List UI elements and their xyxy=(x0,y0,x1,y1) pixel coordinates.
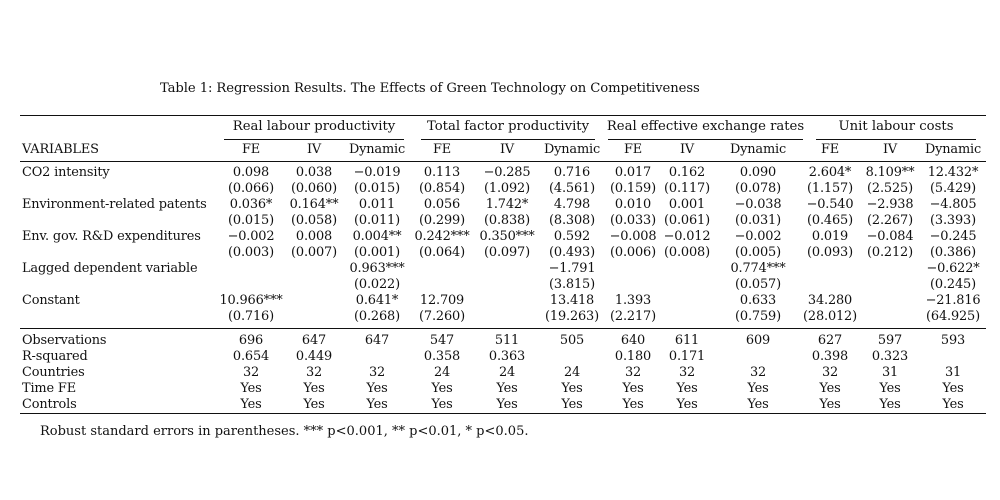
std-error: (0.006) xyxy=(610,245,656,260)
stat-value: Yes xyxy=(240,381,262,396)
coefficient: 12.432* xyxy=(927,165,979,180)
std-error: (0.003) xyxy=(228,245,274,260)
coefficient: 0.164** xyxy=(289,197,339,212)
coefficient: −0.012 xyxy=(663,229,711,244)
std-error: (0.386) xyxy=(930,245,976,260)
coefficient: 0.242*** xyxy=(414,229,470,244)
stat-value: 0.171 xyxy=(668,349,706,364)
coefficient: −2.938 xyxy=(866,197,914,212)
coefficient: 0.056 xyxy=(423,197,461,212)
stat-value: Yes xyxy=(747,381,769,396)
stat-value: 24 xyxy=(498,365,516,380)
std-error: (8.308) xyxy=(549,213,595,228)
stat-value: 31 xyxy=(944,365,962,380)
coefficient: −1.791 xyxy=(548,261,596,276)
std-error: (1.157) xyxy=(807,181,853,196)
row-label: Environment-related patents xyxy=(22,197,207,212)
stat-value: Yes xyxy=(879,381,901,396)
std-error: (0.060) xyxy=(291,181,337,196)
stat-value: 611 xyxy=(674,333,700,348)
std-error: (64.925) xyxy=(926,309,980,324)
column-header: IV xyxy=(306,142,322,157)
stat-value: 593 xyxy=(940,333,966,348)
stat-value: 647 xyxy=(364,333,390,348)
group-underline xyxy=(816,139,976,140)
std-error: (0.245) xyxy=(930,277,976,292)
stat-value: 0.358 xyxy=(423,349,461,364)
header-rule xyxy=(20,161,986,162)
stat-value: Yes xyxy=(819,381,841,396)
stat-value: 32 xyxy=(678,365,696,380)
coefficient: −21.816 xyxy=(925,293,981,308)
std-error: (5.429) xyxy=(930,181,976,196)
coefficient: −0.019 xyxy=(353,165,401,180)
row-label: Env. gov. R&D expenditures xyxy=(22,229,201,244)
stat-label: R-squared xyxy=(22,349,88,364)
coefficient: 0.036* xyxy=(229,197,273,212)
std-error: (0.159) xyxy=(610,181,656,196)
std-error: (4.561) xyxy=(549,181,595,196)
coefficient: 0.038 xyxy=(295,165,333,180)
column-header: Dynamic xyxy=(729,142,787,157)
stat-value: 0.398 xyxy=(811,349,849,364)
variables-header: VARIABLES xyxy=(22,142,99,157)
coefficient: 1.393 xyxy=(614,293,652,308)
std-error: (0.001) xyxy=(354,245,400,260)
coefficient: −0.285 xyxy=(483,165,531,180)
coefficient: −4.805 xyxy=(929,197,977,212)
stat-value: Yes xyxy=(496,381,518,396)
column-header: Dynamic xyxy=(348,142,406,157)
stat-value: Yes xyxy=(366,397,388,412)
stat-value: Yes xyxy=(819,397,841,412)
coefficient: 8.109** xyxy=(865,165,915,180)
coefficient: 0.641* xyxy=(355,293,399,308)
stat-value: Yes xyxy=(303,381,325,396)
stat-value: Yes xyxy=(879,397,901,412)
row-label: Lagged dependent variable xyxy=(22,261,198,276)
std-error: (0.033) xyxy=(610,213,656,228)
std-error: (2.267) xyxy=(867,213,913,228)
std-error: (2.525) xyxy=(867,181,913,196)
stat-value: 511 xyxy=(494,333,520,348)
stat-label: Observations xyxy=(22,333,107,348)
std-error: (19.263) xyxy=(545,309,599,324)
coefficient: 34.280 xyxy=(807,293,853,308)
stat-value: 0.449 xyxy=(295,349,333,364)
std-error: (3.815) xyxy=(549,277,595,292)
coefficient: 0.633 xyxy=(739,293,777,308)
std-error: (0.008) xyxy=(664,245,710,260)
std-error: (1.092) xyxy=(484,181,530,196)
std-error: (0.854) xyxy=(419,181,465,196)
std-error: (0.022) xyxy=(354,277,400,292)
stat-value: 0.363 xyxy=(488,349,526,364)
stat-value: 609 xyxy=(745,333,771,348)
std-error: (0.299) xyxy=(419,213,465,228)
table-note: Robust standard errors in parentheses. *** p<0.001, ** p<0.01, * p<0.05. xyxy=(40,424,529,439)
group-header: Real effective exchange rates xyxy=(606,119,805,134)
std-error: (0.057) xyxy=(735,277,781,292)
coefficient: 0.350*** xyxy=(479,229,535,244)
std-error: (3.393) xyxy=(930,213,976,228)
std-error: (0.097) xyxy=(484,245,530,260)
coefficient: 2.604* xyxy=(808,165,852,180)
coefficient: −0.622* xyxy=(926,261,980,276)
coefficient: −0.002 xyxy=(734,229,782,244)
stat-value: 696 xyxy=(238,333,264,348)
std-error: (0.058) xyxy=(291,213,337,228)
stat-value: Yes xyxy=(303,397,325,412)
stat-value: Yes xyxy=(366,381,388,396)
group-header: Real labour productivity xyxy=(232,119,396,134)
std-error: (0.268) xyxy=(354,309,400,324)
stat-value: 640 xyxy=(620,333,646,348)
stat-value: Yes xyxy=(431,381,453,396)
stat-value: 24 xyxy=(563,365,581,380)
std-error: (0.061) xyxy=(664,213,710,228)
coefficient: 0.162 xyxy=(668,165,706,180)
group-underline xyxy=(608,139,803,140)
std-error: (0.716) xyxy=(228,309,274,324)
std-error: (7.260) xyxy=(419,309,465,324)
stat-value: 505 xyxy=(559,333,585,348)
stat-value: 32 xyxy=(305,365,323,380)
coefficient: 12.709 xyxy=(419,293,465,308)
std-error: (2.217) xyxy=(610,309,656,324)
coefficient: 0.716 xyxy=(553,165,591,180)
coefficient: 0.090 xyxy=(739,165,777,180)
coefficient: −0.002 xyxy=(227,229,275,244)
coefficient: −0.038 xyxy=(734,197,782,212)
stat-value: Yes xyxy=(561,397,583,412)
stat-value: Yes xyxy=(942,397,964,412)
coefficient: 0.963*** xyxy=(349,261,405,276)
stat-value: Yes xyxy=(622,381,644,396)
stat-value: Yes xyxy=(561,381,583,396)
stat-value: Yes xyxy=(622,397,644,412)
column-header: FE xyxy=(820,142,840,157)
coefficient: 0.011 xyxy=(358,197,396,212)
row-label: Constant xyxy=(22,293,80,308)
stat-value: Yes xyxy=(747,397,769,412)
group-underline xyxy=(224,139,404,140)
coefficient: 0.774*** xyxy=(730,261,786,276)
column-header: FE xyxy=(623,142,643,157)
stat-value: Yes xyxy=(496,397,518,412)
group-underline xyxy=(421,139,595,140)
std-error: (0.015) xyxy=(354,181,400,196)
column-header: FE xyxy=(241,142,261,157)
mid-rule xyxy=(20,328,986,329)
column-header: IV xyxy=(679,142,695,157)
column-header: IV xyxy=(882,142,898,157)
coefficient: −0.540 xyxy=(806,197,854,212)
std-error: (0.064) xyxy=(419,245,465,260)
coefficient: 13.418 xyxy=(549,293,595,308)
column-header: IV xyxy=(499,142,515,157)
coefficient: 4.798 xyxy=(553,197,591,212)
stat-value: 0.323 xyxy=(871,349,909,364)
std-error: (0.078) xyxy=(735,181,781,196)
stat-value: 32 xyxy=(624,365,642,380)
coefficient: 0.098 xyxy=(232,165,270,180)
stat-value: 627 xyxy=(817,333,843,348)
stat-value: 32 xyxy=(242,365,260,380)
coefficient: 10.966*** xyxy=(219,293,283,308)
bottom-rule xyxy=(20,413,986,414)
std-error: (0.031) xyxy=(735,213,781,228)
std-error: (0.117) xyxy=(664,181,710,196)
stat-value: 597 xyxy=(877,333,903,348)
stat-value: 32 xyxy=(821,365,839,380)
stat-label: Controls xyxy=(22,397,77,412)
coefficient: 0.019 xyxy=(811,229,849,244)
std-error: (0.066) xyxy=(228,181,274,196)
std-error: (0.212) xyxy=(867,245,913,260)
stat-value: Yes xyxy=(431,397,453,412)
stat-value: Yes xyxy=(676,381,698,396)
stat-value: 0.180 xyxy=(614,349,652,364)
stat-value: 32 xyxy=(749,365,767,380)
std-error: (0.759) xyxy=(735,309,781,324)
stat-value: 32 xyxy=(368,365,386,380)
coefficient: 0.004** xyxy=(352,229,402,244)
std-error: (28.012) xyxy=(803,309,857,324)
stat-value: 31 xyxy=(881,365,899,380)
stat-value: 647 xyxy=(301,333,327,348)
row-label: CO2 intensity xyxy=(22,165,110,180)
stat-value: 0.654 xyxy=(232,349,270,364)
stat-value: Yes xyxy=(240,397,262,412)
coefficient: 0.010 xyxy=(614,197,652,212)
std-error: (0.838) xyxy=(484,213,530,228)
column-header: Dynamic xyxy=(543,142,601,157)
std-error: (0.093) xyxy=(807,245,853,260)
stat-label: Time FE xyxy=(22,381,76,396)
stat-label: Countries xyxy=(22,365,85,380)
coefficient: 0.001 xyxy=(668,197,706,212)
group-header: Unit labour costs xyxy=(838,119,954,134)
coefficient: 0.008 xyxy=(295,229,333,244)
coefficient: 0.017 xyxy=(614,165,652,180)
coefficient: −0.084 xyxy=(866,229,914,244)
column-header: FE xyxy=(432,142,452,157)
stat-value: Yes xyxy=(942,381,964,396)
std-error: (0.493) xyxy=(549,245,595,260)
stat-value: Yes xyxy=(676,397,698,412)
coefficient: −0.245 xyxy=(929,229,977,244)
std-error: (0.011) xyxy=(354,213,400,228)
top-rule xyxy=(20,115,986,116)
coefficient: 1.742* xyxy=(485,197,529,212)
column-header: Dynamic xyxy=(924,142,982,157)
stat-value: 547 xyxy=(429,333,455,348)
coefficient: 0.113 xyxy=(423,165,461,180)
group-header: Total factor productivity xyxy=(426,119,590,134)
std-error: (0.465) xyxy=(807,213,853,228)
coefficient: −0.008 xyxy=(609,229,657,244)
table-caption: Table 1: Regression Results. The Effects of Green Technology on Competitiveness xyxy=(160,81,700,96)
std-error: (0.015) xyxy=(228,213,274,228)
stat-value: 24 xyxy=(433,365,451,380)
coefficient: 0.592 xyxy=(553,229,591,244)
std-error: (0.005) xyxy=(735,245,781,260)
std-error: (0.007) xyxy=(291,245,337,260)
